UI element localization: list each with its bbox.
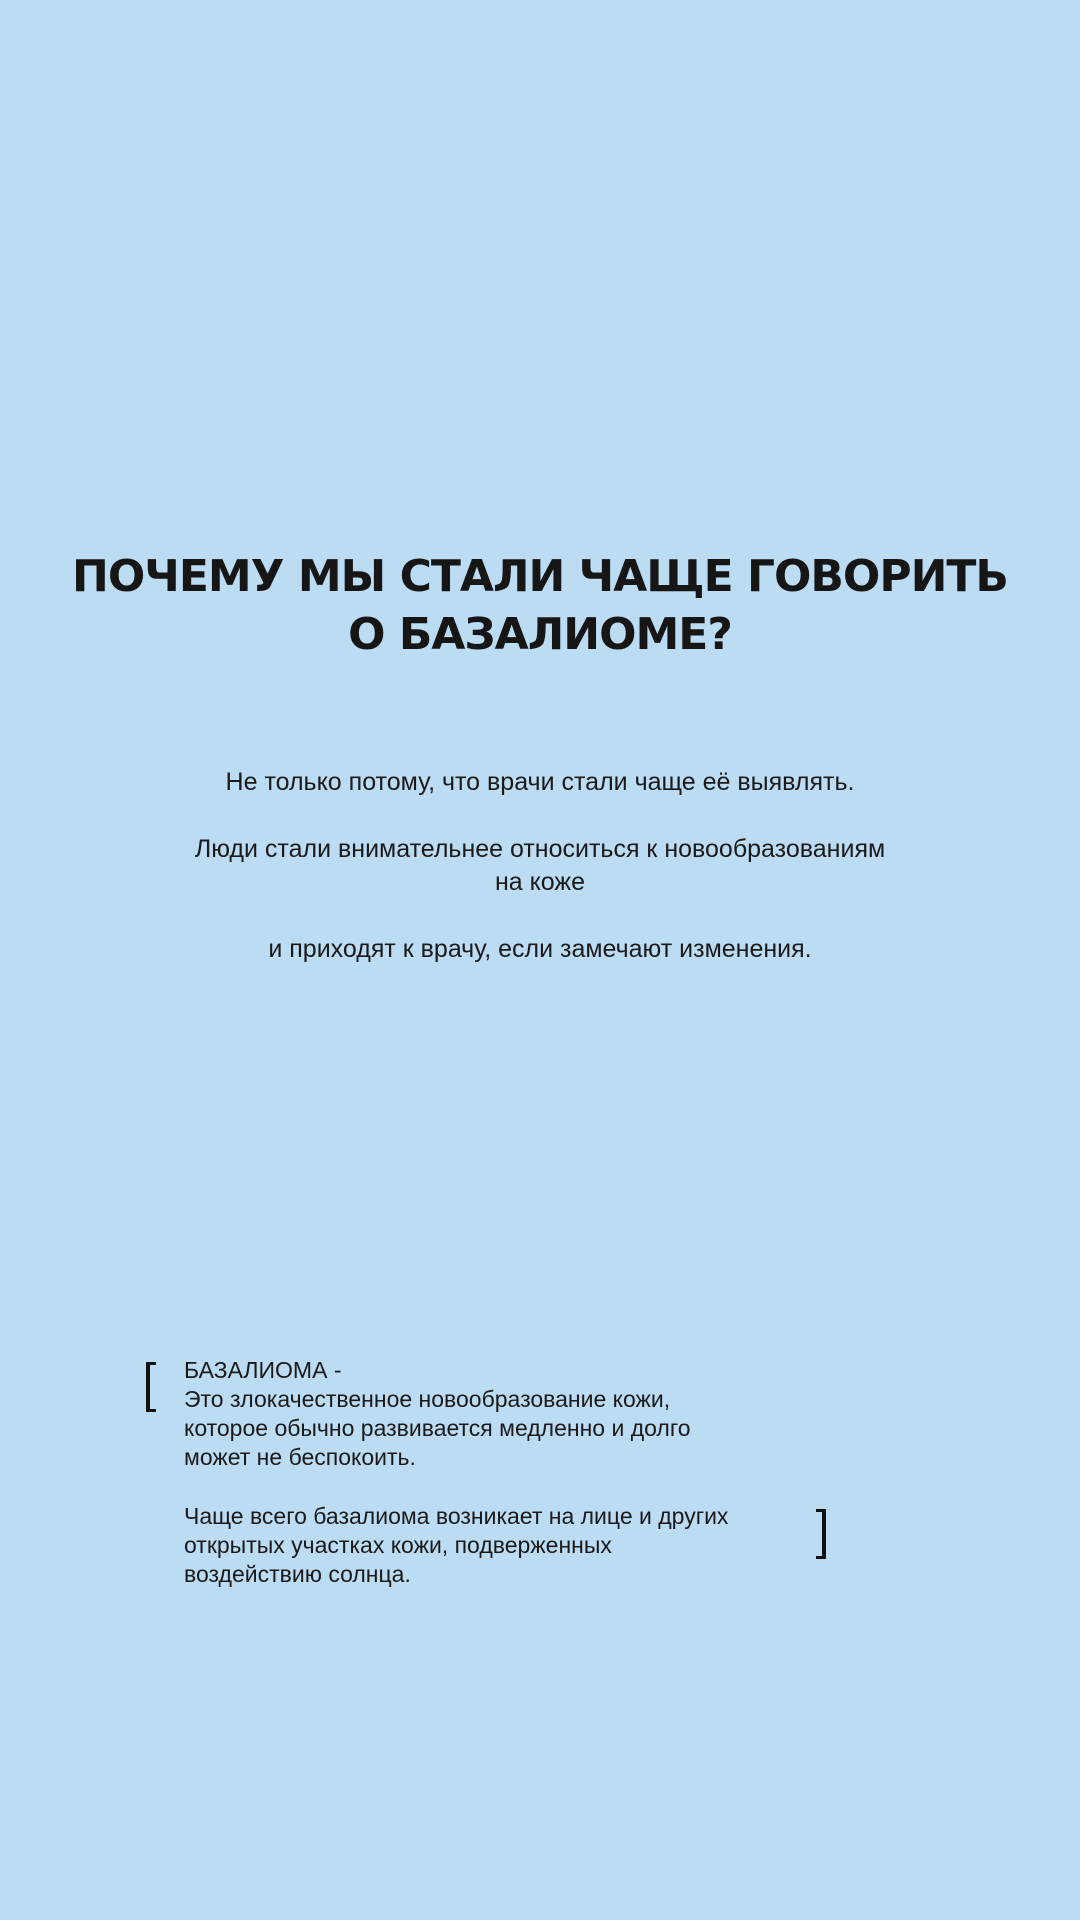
definition-term: БАЗАЛИОМА - <box>184 1357 342 1383</box>
definition-line-2: которое обычно развивается медленно и долго <box>184 1415 691 1441</box>
intro-text-2b: на коже <box>494 868 586 896</box>
intro-paragraph-1 <box>0 766 1080 799</box>
title-line-2: О БАЗАЛИОМЕ? <box>348 609 732 660</box>
note-line-3: воздействию солнца. <box>184 1561 411 1587</box>
page-title <box>0 548 1080 664</box>
note-line-1: Чаще всего базалиома возникает на лице и других <box>184 1503 729 1529</box>
intro-paragraph-2 <box>0 833 1080 899</box>
intro-text-2a: Люди стали внимательнее относиться к новообразованиям <box>194 835 886 863</box>
definition-spacer <box>184 1472 824 1502</box>
intro-paragraph-3 <box>0 933 1080 966</box>
title-line-1: ПОЧЕМУ МЫ СТАЛИ ЧАЩЕ ГОВОРИТЬ <box>72 551 1008 602</box>
note-line-2: открытых участках кожи, подверженных <box>184 1532 612 1558</box>
intro-text-1: Не только потому, что врачи стали чаще её выявлять. <box>225 768 855 796</box>
definition-line-1: Это злокачественное новообразование кожи, <box>184 1386 671 1412</box>
definition-block <box>184 1356 824 1589</box>
intro-text-3: и приходят к врачу, если замечают изменения. <box>268 935 812 963</box>
definition-line-3: может не беспокоить. <box>184 1444 416 1470</box>
left-bracket-decoration <box>146 1362 156 1412</box>
